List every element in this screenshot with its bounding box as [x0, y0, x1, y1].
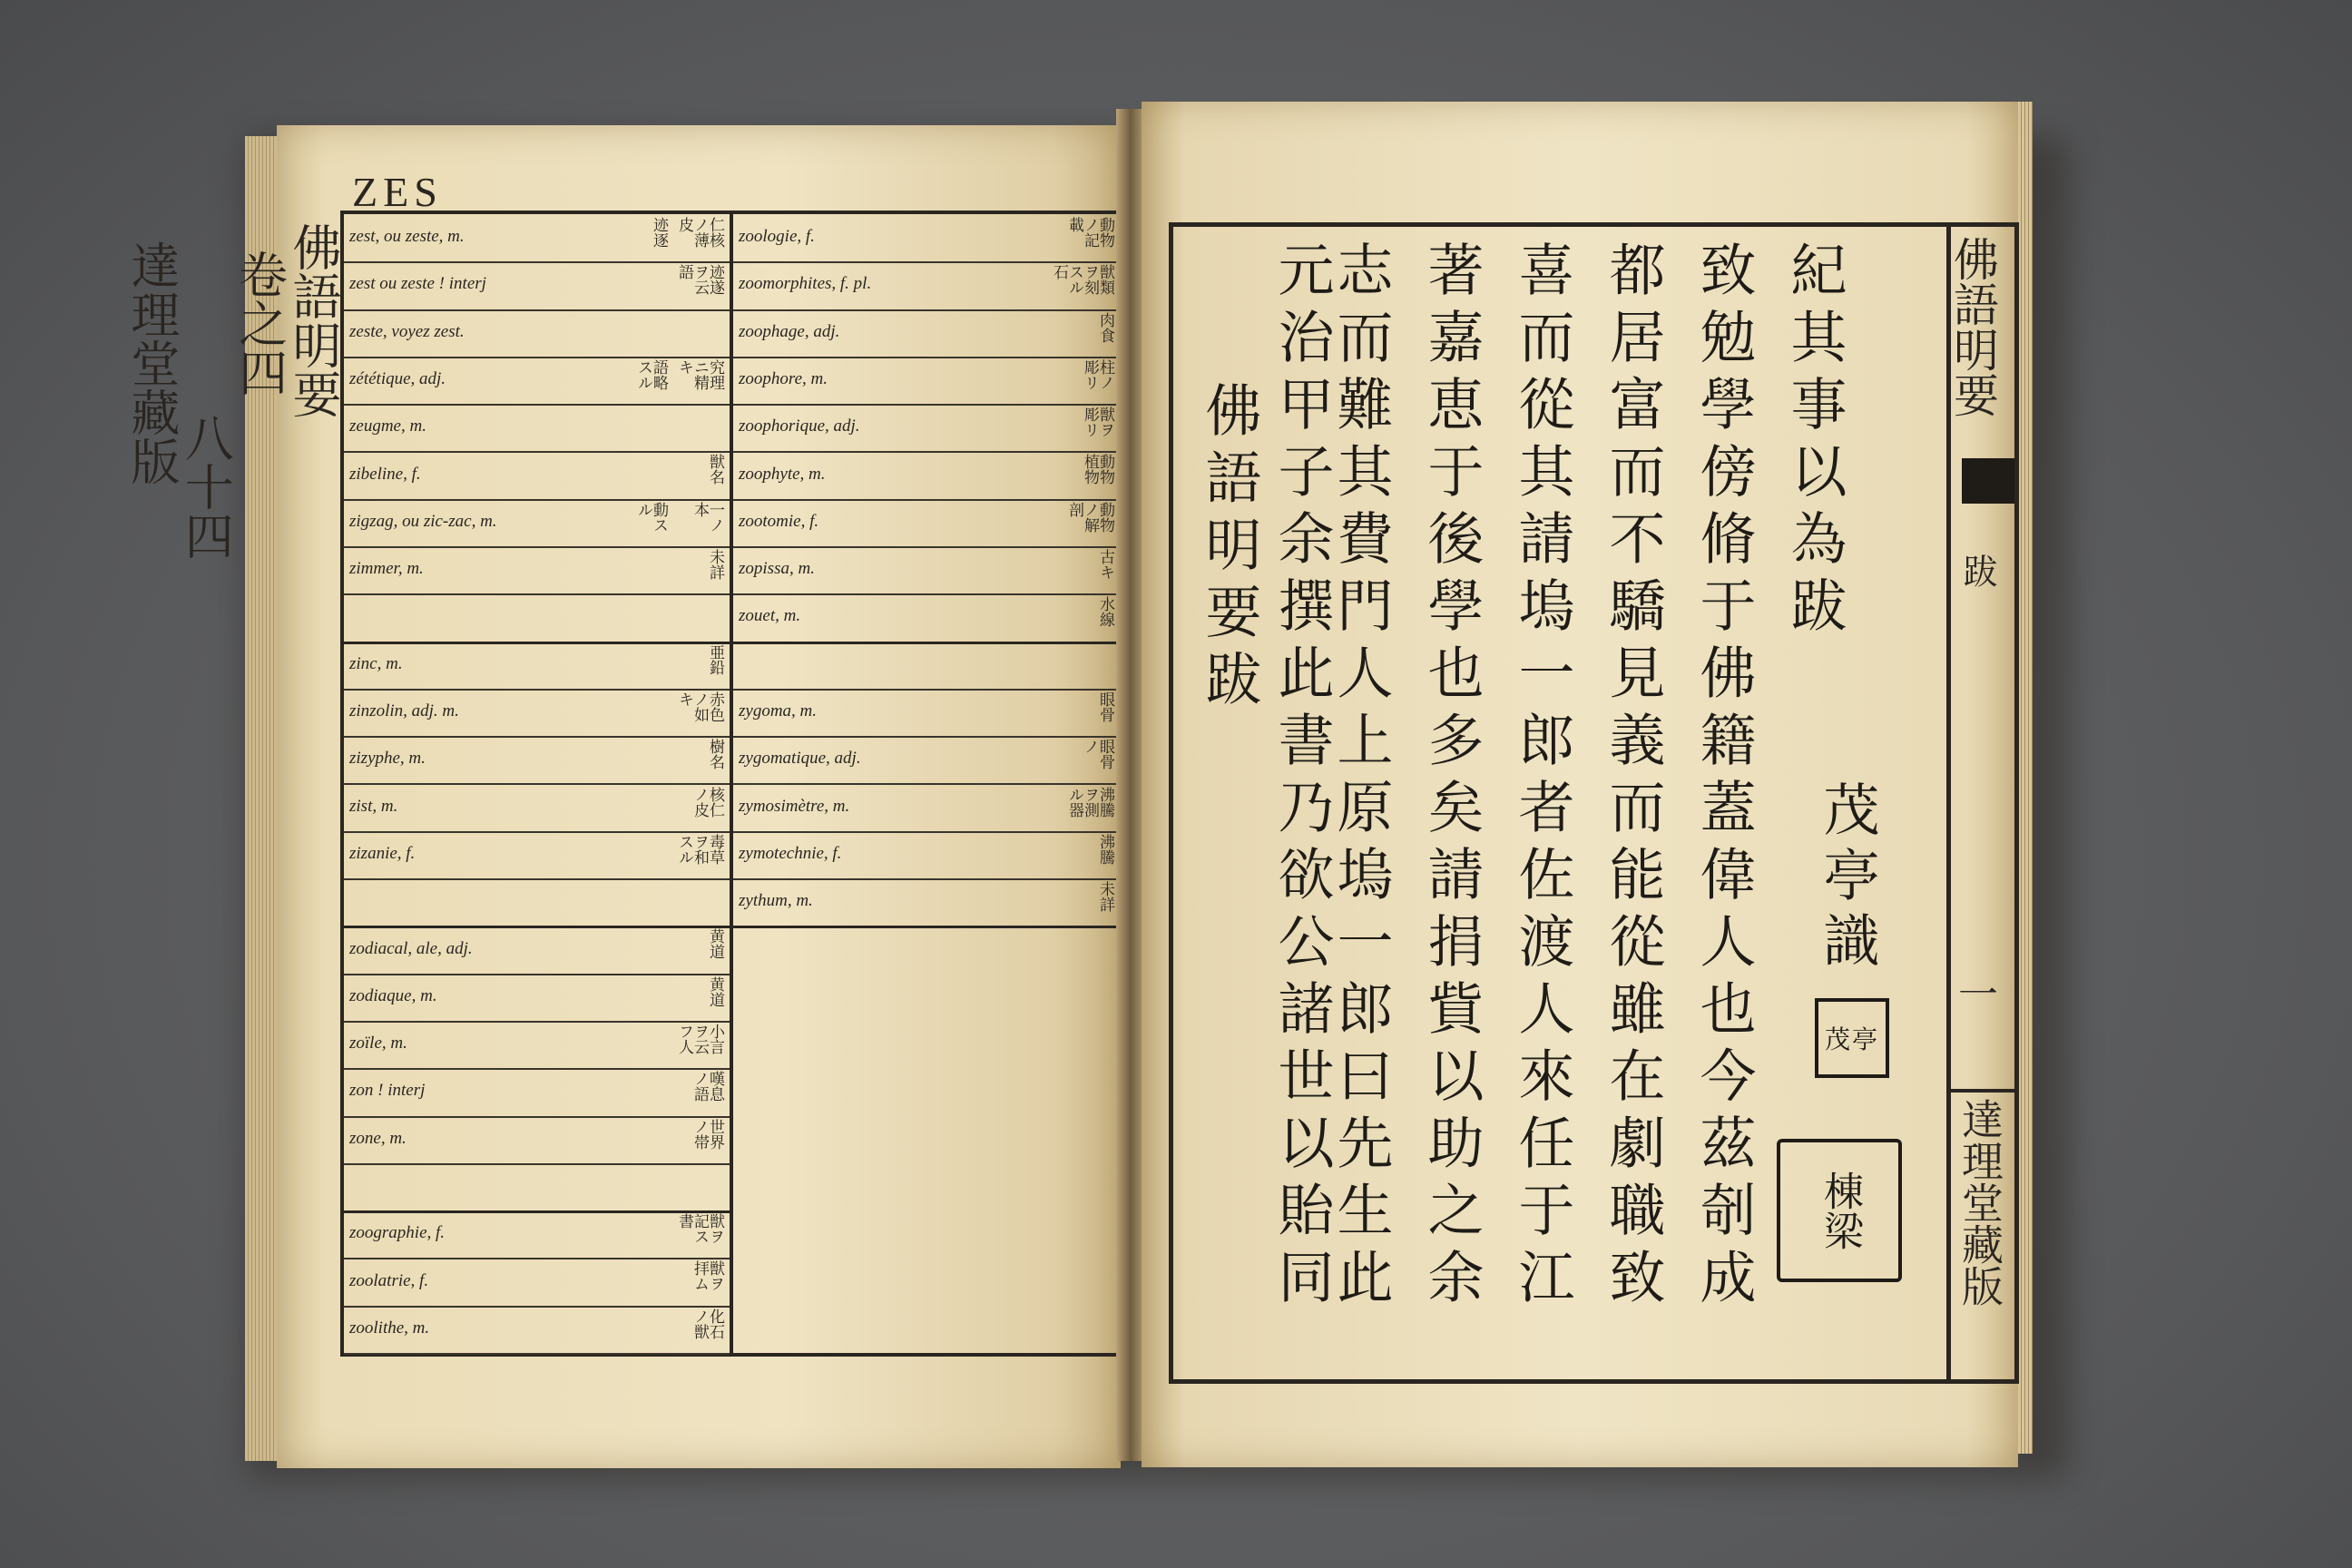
table-row: [344, 1306, 730, 1355]
table-row: [344, 784, 730, 833]
gloss: 獣ヲ拝ム: [691, 1260, 724, 1292]
table-row: [344, 878, 730, 928]
gloss: 毒草ヲ和スル: [675, 833, 724, 865]
gloss-secondary: 語略スル: [634, 358, 668, 390]
table-row: [733, 784, 1120, 833]
headword: zeste, voyez zest.: [349, 321, 465, 341]
gloss: 樹名: [706, 739, 724, 770]
table-row: [733, 878, 1120, 928]
gloss: 沸騰: [1096, 833, 1114, 865]
table-row: [733, 642, 1120, 691]
side-publisher: 達理堂藏版: [122, 240, 181, 485]
table-row: [733, 451, 1120, 500]
right-side-folio: 一: [1958, 972, 1998, 1018]
table-row: [344, 1116, 730, 1165]
headword: zoophage, adj.: [739, 321, 840, 341]
table-row: [344, 309, 730, 358]
postface-column-7: 元治甲子余撰此書乃欲公諸世以貽同: [1269, 240, 1335, 1315]
table-row: [344, 499, 730, 548]
table-row: [344, 926, 730, 975]
table-row: [733, 357, 1120, 406]
running-head: ZES: [352, 169, 443, 215]
gloss: 水線: [1096, 596, 1114, 628]
headword: zizyphe, m.: [349, 749, 426, 769]
large-seal: 棟梁: [1777, 1139, 1902, 1282]
table-row: [344, 451, 730, 500]
postface-column-4: 喜而從其請塢一郎者佐渡人來任于江: [1509, 240, 1575, 1315]
gloss: 未詳: [706, 549, 724, 581]
table-row: [344, 214, 730, 263]
postface-column-5: 著嘉恵于後學也多矣請捐貲以助之余: [1418, 240, 1485, 1315]
headword: zone, m.: [349, 1128, 407, 1148]
headword: zygomatique, adj.: [739, 749, 861, 769]
table-row: [733, 593, 1120, 643]
table-row: [344, 831, 730, 880]
gloss: 黄道: [706, 928, 724, 960]
headword: zététique, adj.: [349, 369, 446, 389]
side-title: 佛語明要: [285, 222, 342, 418]
table-row: [733, 309, 1120, 358]
table-row: [344, 736, 730, 785]
headword: zodiacal, ale, adj.: [349, 938, 473, 958]
headword: zinzolin, adj. m.: [349, 701, 459, 721]
headword: zythum, m.: [739, 891, 813, 911]
right-side-publisher: 達理堂藏版: [1955, 1098, 2004, 1307]
gloss: 亜鉛: [706, 643, 724, 675]
headword: zygoma, m.: [739, 701, 818, 721]
gloss: 動物ノ解剖: [1065, 501, 1114, 533]
gloss: 獣ヲ彫リ: [1081, 407, 1114, 438]
gloss: 究理ニ精キ: [675, 358, 724, 390]
gloss: 化石ノ獣: [691, 1308, 724, 1339]
right-side-section: 跋: [1957, 554, 1997, 588]
gloss: 黄道: [706, 975, 724, 1007]
gloss: 仁核ノ薄皮: [675, 217, 724, 248]
table-row: [733, 261, 1120, 310]
headword: zouet, m.: [739, 606, 801, 626]
headword: zeugme, m.: [349, 416, 426, 436]
table-row: [344, 689, 730, 738]
table-row: [344, 1068, 730, 1117]
table-row: [733, 214, 1120, 263]
table-row: [344, 1258, 730, 1307]
side-volume: 卷之四: [230, 250, 289, 397]
headword: zoologie, f.: [739, 227, 815, 247]
gloss: 世界ノ帯: [691, 1118, 724, 1150]
headword: zibeline, f.: [349, 464, 421, 484]
table-row: [344, 546, 730, 595]
table-row: [344, 642, 730, 691]
postface-column-3: 都居富而不驕見義而能從雖在劇職致: [1600, 240, 1666, 1315]
right-side-title: 佛語明要: [1946, 236, 1999, 417]
headword: zopissa, m.: [739, 559, 815, 579]
table-row: [733, 831, 1120, 880]
headword: zon ! interj: [349, 1081, 426, 1101]
signature: 茂亭識: [1814, 780, 1880, 976]
headword: zest ou zeste ! interj: [349, 274, 486, 294]
headword: zoophorique, adj.: [739, 416, 860, 436]
postface-column-6: 志而難其費門人上原塢一郎曰先生此: [1328, 240, 1394, 1315]
headword: zodiaque, m.: [349, 985, 437, 1005]
gloss: 肉食: [1096, 311, 1114, 343]
postface-column-1: 紀其事以為跋: [1781, 240, 1847, 643]
left-side-strip: [122, 222, 342, 1402]
headword: zinc, m.: [349, 653, 403, 673]
table-row: [344, 1163, 730, 1213]
headword: zigzag, ou zic-zac, m.: [349, 511, 497, 531]
headword: zootomie, f.: [739, 511, 819, 531]
headword: zoophyte, m.: [739, 464, 826, 484]
table-row: [733, 546, 1120, 595]
headword: zest, ou zeste, m.: [349, 227, 465, 247]
gloss: 小言ヲ云フ人: [675, 1023, 724, 1054]
table-row: [344, 593, 730, 643]
table-row: [344, 261, 730, 310]
headword: zimmer, m.: [349, 559, 424, 579]
gloss: 一ノ本: [691, 501, 724, 533]
gloss: 獣名: [706, 454, 724, 485]
postface-column-2: 致勉學傍脩于佛籍蓋偉人也今茲剞成: [1690, 240, 1757, 1315]
table-row: [733, 499, 1120, 548]
table-row: [344, 1021, 730, 1070]
gloss: 古キ: [1096, 549, 1114, 581]
table-row: [733, 736, 1120, 785]
gloss: 未詳: [1096, 881, 1114, 913]
headword: zoolithe, m.: [349, 1318, 430, 1338]
gloss: 柱ノ彫リ: [1081, 358, 1114, 390]
table-row: [733, 404, 1120, 453]
headword: zymotechnie, f.: [739, 843, 842, 863]
dictionary-column-b: [733, 214, 1120, 1353]
table-row: [344, 404, 730, 453]
headword: zoographie, f.: [349, 1223, 446, 1243]
headword: zoïle, m.: [349, 1034, 407, 1054]
gloss: 動物植物: [1081, 454, 1114, 485]
postface-title-column: 佛語明要跋: [1196, 381, 1262, 717]
table-row: [344, 1210, 730, 1259]
gloss: 獣ヲ記ス書: [675, 1213, 724, 1245]
table-row: [733, 689, 1120, 738]
dictionary-table: [340, 211, 1120, 1357]
gloss: 沸騰ヲ測ル器: [1065, 786, 1114, 818]
headword: zymosimètre, m.: [739, 796, 850, 816]
dictionary-column-a: [344, 214, 733, 1353]
gloss-secondary: 迹逐: [650, 217, 668, 248]
headword: zizanie, f.: [349, 843, 416, 863]
gloss: 核仁ノ皮: [691, 786, 724, 818]
gloss: 眼骨: [1096, 691, 1114, 722]
fishtail-mark: [1962, 458, 2014, 504]
gloss: 赤色ノ如キ: [675, 691, 724, 722]
table-row: [344, 974, 730, 1023]
side-folio: 八十四: [177, 413, 235, 560]
headword: zoolatrie, f.: [349, 1270, 429, 1290]
gloss: 動物ノ記載: [1065, 217, 1114, 248]
headword: zoomorphites, f. pl.: [739, 274, 872, 294]
gloss-secondary: 動スル: [634, 501, 668, 533]
strip-divider: [1946, 1089, 2014, 1093]
gloss: 獣類ヲ刻スル石: [1050, 264, 1114, 296]
headword: zoophore, m.: [739, 369, 828, 389]
headword: zist, m.: [349, 796, 398, 816]
table-row: [344, 357, 730, 406]
gloss: 迹遂ヲ云語: [675, 264, 724, 296]
gloss: 眼骨ノ: [1081, 739, 1114, 770]
gloss: 嘆息ノ語: [691, 1071, 724, 1102]
small-seal: 茂亭: [1815, 998, 1889, 1078]
